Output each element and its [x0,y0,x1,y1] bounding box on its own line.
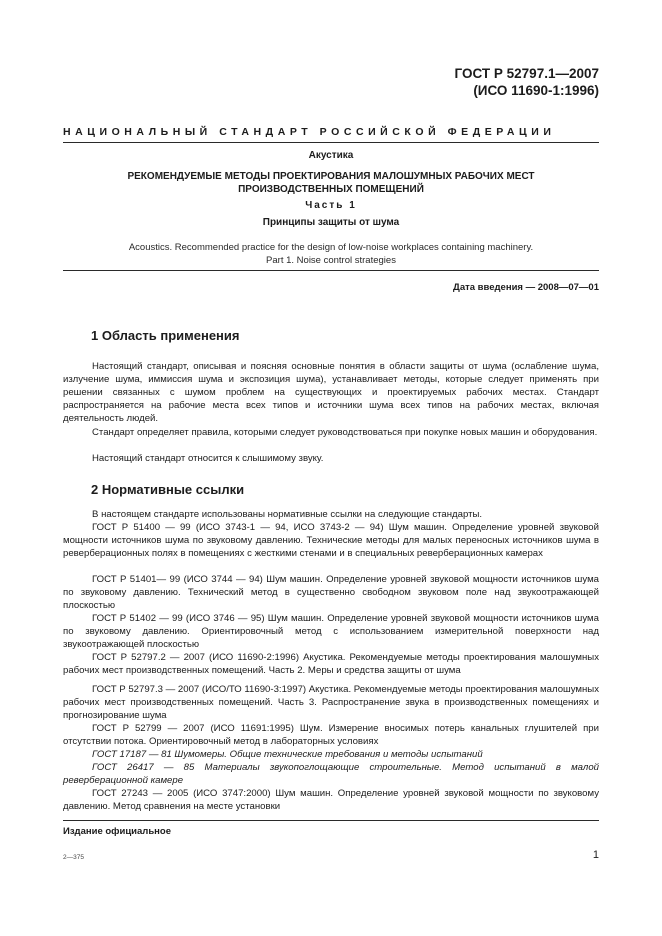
normative-reference: ГОСТ 26417 — 85 Материалы звукопоглощающие строительные. Метод испытаний в малой реверберационной камере [63,762,599,786]
normative-reference: ГОСТ Р 51400 — 99 (ИСО 3743-1 — 94, ИСО 3743-2 — 94) Шум машин. Определение уровней звуковой мощности источников шума по звуковому давлению. Технические методы для малых переносных источников шума в реверберационных полях в помещениях с жесткими стенами и в специальных реверберационных камерах [63,522,599,559]
introduction-date: Дата введения — 2008—07—01 [453,282,599,293]
subject-title: Акустика [308,150,354,161]
document-title-line2: ПРОИЗВОДСТВЕННЫХ ПОМЕЩЕНИЙ [238,184,424,195]
normative-reference: ГОСТ Р 51401— 99 (ИСО 3744 — 94) Шум машин. Определение уровней звуковой мощности источников шума по звуковому давлению. Технический метод в существенно свободном звуковом поле над звукоотражающей плоскостью [63,574,599,611]
document-title-line1: РЕКОМЕНДУЕМЫЕ МЕТОДЫ ПРОЕКТИРОВАНИЯ МАЛОШУМНЫХ РАБОЧИХ МЕСТ [127,171,535,182]
normative-reference: ГОСТ 17187 — 81 Шумомеры. Общие технические требования и методы испытаний [92,749,483,760]
official-edition-label: Издание официальное [63,826,171,837]
iso-code: (ИСО 11690-1:1996) [473,83,599,98]
national-standard-banner: НАЦИОНАЛЬНЫЙ СТАНДАРТ РОССИЙСКОЙ ФЕДЕРАЦИИ [63,126,556,138]
part-label: Часть 1 [305,200,357,211]
section-2-heading: 2 Нормативные ссылки [91,482,245,497]
print-code: 2—375 [63,854,84,861]
normative-reference: ГОСТ Р 51402 — 99 (ИСО 3746 — 95) Шум машин. Определение уровней звуковой мощности источников шума по звуковому давлению. Ориентировочный метод с использованием измерительной поверхности над звукоотражающей плоскостью [63,613,599,650]
english-title [63,241,599,267]
footer-divider [63,820,599,821]
english-title-line2: Part 1. Noise control strategies [266,255,396,266]
normative-reference: ГОСТ 27243 — 2005 (ИСО 3747:2000) Шум машин. Определение уровней звуковой мощности по звуковому давлению. Метод сравнения на месте установки [63,788,599,812]
section-1-heading: 1 Область применения [91,328,240,343]
title-divider [63,270,599,271]
section-1-paragraph: Настоящий стандарт, описывая и поясняя основные понятия в области защиты от шума (ослабление шума, излучение шума, иммиссия шума и экспозиция шума), устанавливает методы, которые следует применять при решении связанных с шумом проблем на существующих и проектируемых рабочих местах. Стандарт распространяется на рабочие места всех типов и источники шума всех типов на рабочих местах, включая деятельность людей. [63,361,599,424]
section-2-intro: В настоящем стандарте использованы нормативные ссылки на следующие стандарты. [92,509,483,520]
document-subtitle: Принципы защиты от шума [262,217,400,228]
normative-reference: ГОСТ Р 52797.3 — 2007 (ИСО/ТО 11690-3:1997) Акустика. Рекомендуемые методы проектирования малошумных рабочих мест производственных помещений. Часть 3. Распространение звука в производственных помещениях и прогнозирование шума [63,684,600,721]
section-1-paragraph: Настоящий стандарт относится к слышимому звуку. [92,453,324,464]
document-title [63,170,599,196]
gost-code: ГОСТ Р 52797.1—2007 [454,66,599,81]
page-number: 1 [592,849,599,861]
section-1-paragraph: Стандарт определяет правила, которыми следует руководствоваться при покупке новых машин и оборудования. [92,427,598,438]
normative-reference: ГОСТ Р 52797.2 — 2007 (ИСО 11690-2:1996) Акустика. Рекомендуемые методы проектирования малошумных рабочих мест производственных помещений. Часть 2. Меры и средства защиты от шума [63,652,599,676]
english-title-line1: Acoustics. Recommended practice for the design of low-noise workplaces containing machinery. [128,242,534,253]
header-divider [63,142,599,143]
normative-reference: ГОСТ Р 52799 — 2007 (ИСО 11691:1995) Шум. Измерение вносимых потерь канальных глушителей при отсутствии потока. Ориентировочный метод в лабораторных условиях [63,723,599,747]
